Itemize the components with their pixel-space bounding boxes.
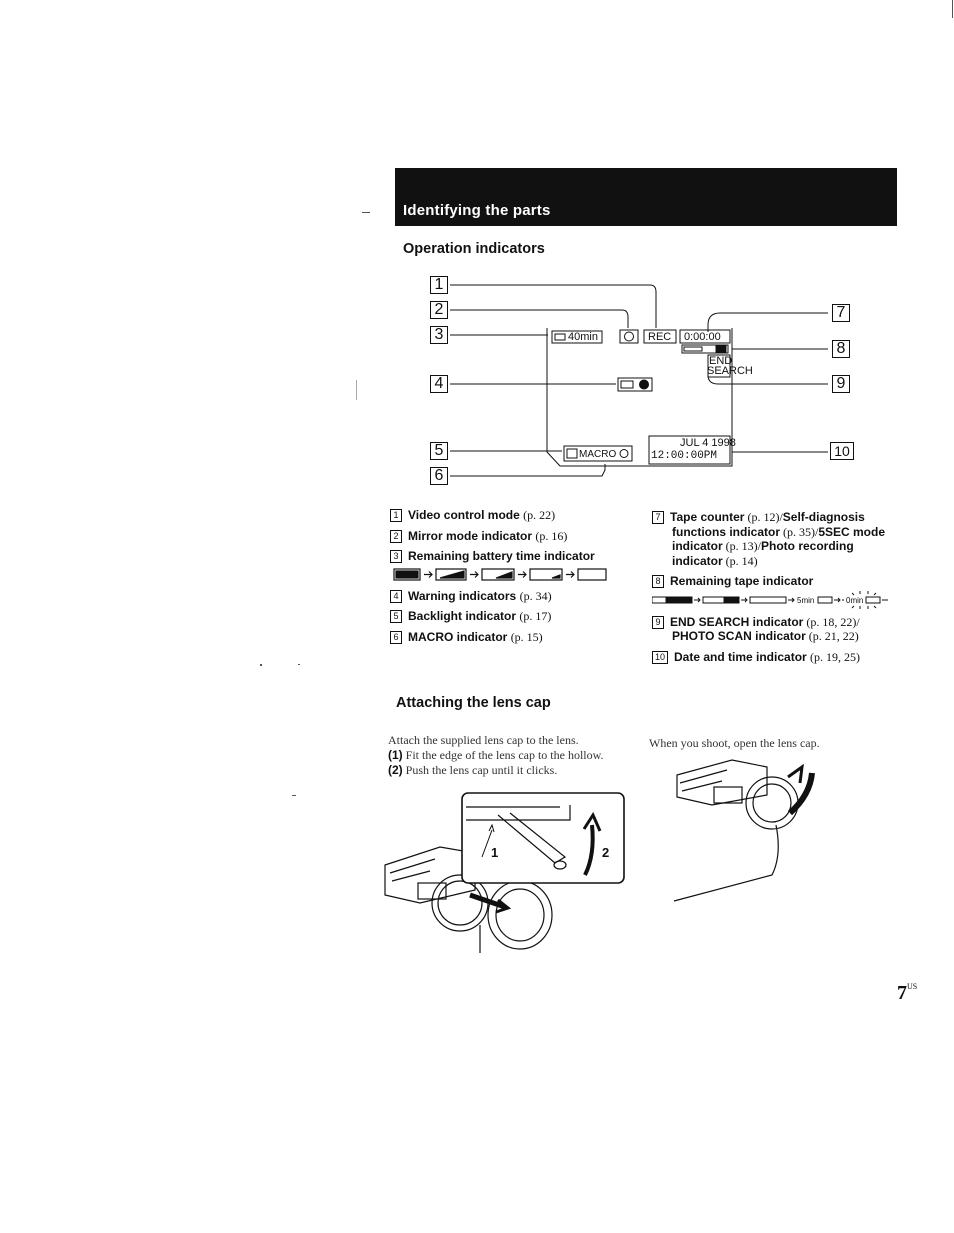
item-label: 5SEC mode [818, 524, 886, 539]
item-number: 7 [652, 511, 664, 524]
tape-counter-text: 0:00:00 [684, 331, 721, 343]
item-ref: (p. 35)/ [780, 524, 819, 539]
item-ref: (p. 19, 25) [810, 649, 861, 664]
date-text: JUL 4 1998 [680, 437, 736, 449]
item-ref: (p. 15) [510, 629, 543, 644]
item-label: Video control mode [408, 508, 520, 522]
rec-text: REC [648, 331, 672, 343]
step-text: Push the lens cap until it clicks. [402, 763, 558, 777]
callout-10: 10 [830, 442, 854, 460]
page-number-value: 7 [897, 982, 907, 1004]
item-ref: (p. 14) [722, 553, 758, 568]
step-number: (2) [388, 763, 403, 777]
item-label: Mirror mode indicator [408, 528, 533, 543]
section-header-title: Identifying the parts [403, 202, 551, 219]
step-label-1: 1 [491, 845, 499, 860]
callout-9: 9 [832, 375, 850, 393]
item-label: indicator [672, 553, 723, 568]
item-label: Tape counter [670, 510, 745, 524]
item-number: 1 [390, 509, 402, 522]
step-text: Fit the edge of the lens cap to the hollow. [402, 748, 604, 762]
end-text: END [709, 355, 733, 367]
callout-2: 2 [430, 301, 448, 319]
item-label: functions indicator [672, 524, 780, 539]
item-ref: (p. 34) [519, 588, 552, 603]
operation-indicators-title: Operation indicators [403, 241, 545, 257]
callout-7: 7 [832, 304, 850, 322]
page-number-suffix: US [907, 982, 918, 991]
item-ref: (p. 13)/ [722, 539, 761, 553]
item-ref: (p. 12)/ [744, 510, 783, 524]
item-label: Self-diagnosis [782, 510, 865, 524]
item-number: 3 [390, 550, 402, 563]
lens-cap-open-note: When you shoot, open the lens cap. [649, 736, 820, 750]
item-ref: (p. 22) [523, 508, 556, 522]
item-label: MACRO indicator [408, 629, 508, 644]
item-label: END SEARCH indicator [670, 614, 804, 629]
item-ref: (p. 18, 22)/ [803, 614, 860, 629]
step-label-2: 2 [602, 845, 610, 860]
time-text: 12:00:00PM [651, 450, 718, 462]
callout-3: 3 [430, 326, 448, 344]
item-number: 9 [652, 616, 664, 629]
macro-text: MACRO [579, 449, 617, 460]
item-ref: (p. 21, 22) [805, 629, 859, 643]
item-number: 2 [390, 530, 402, 543]
item-label: Warning indicators [408, 588, 517, 603]
item-label: Remaining battery time indicator [408, 549, 595, 563]
item-label: PHOTO SCAN indicator [672, 629, 806, 643]
tape-0min-label: 0min [846, 595, 864, 605]
callout-4: 4 [430, 375, 448, 393]
callout-6: 6 [430, 467, 448, 485]
callout-1: 1 [430, 276, 448, 294]
item-number: 6 [390, 631, 402, 644]
battery-time-text: 40min [568, 331, 598, 343]
step-number: (1) [388, 748, 403, 762]
item-label: indicator [672, 539, 723, 553]
item-label: Date and time indicator [674, 649, 807, 664]
search-text: SEARCH [707, 365, 753, 377]
item-label: Backlight indicator [408, 609, 517, 623]
item-ref: (p. 17) [519, 609, 552, 623]
lens-cap-intro: Attach the supplied lens cap to the lens. [388, 733, 579, 747]
item-number: 4 [390, 590, 402, 603]
callout-5: 5 [430, 442, 448, 460]
item-label: Photo recording [761, 539, 854, 553]
item-label: Remaining tape indicator [670, 574, 814, 588]
item-number: 5 [390, 610, 402, 623]
tape-5min-label: 5min [797, 595, 815, 605]
item-number: 10 [652, 651, 668, 664]
callout-8: 8 [832, 340, 850, 358]
item-number: 8 [652, 575, 664, 588]
item-ref: (p. 16) [535, 528, 568, 543]
lens-cap-title: Attaching the lens cap [396, 695, 551, 711]
